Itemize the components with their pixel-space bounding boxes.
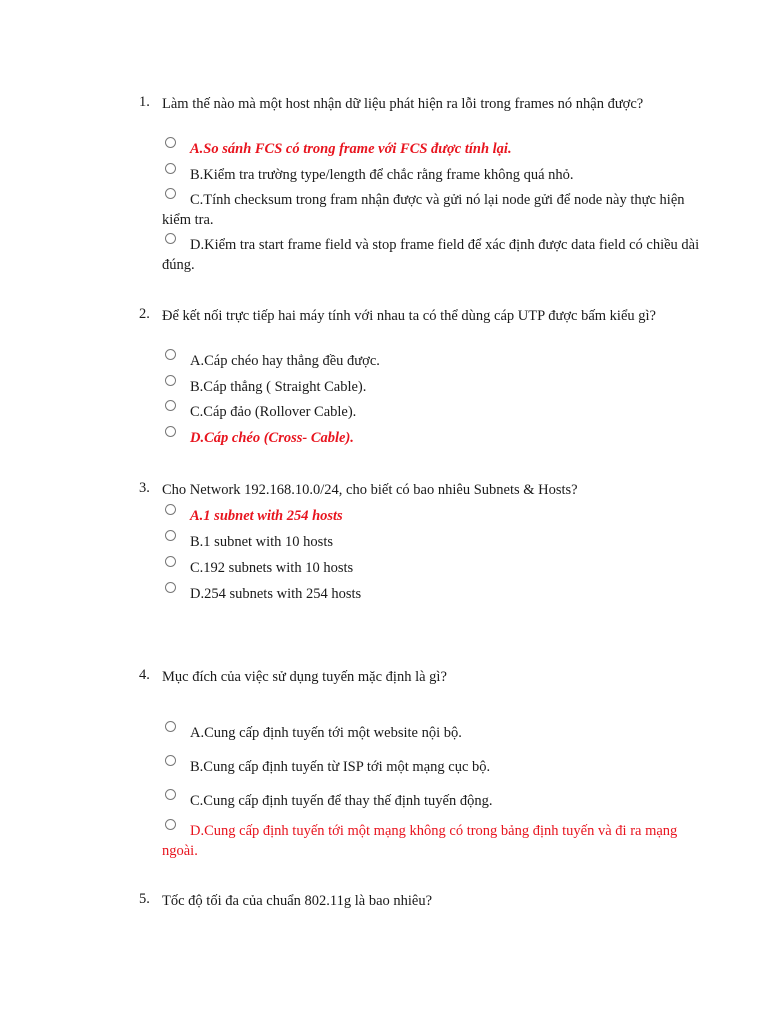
question-3-text: Cho Network 192.168.10.0/24, cho biết có bao nhiêu Subnets & Hosts? <box>162 482 578 498</box>
radio-icon[interactable] <box>165 400 176 411</box>
question-1-option-b[interactable]: B.Kiểm tra trường type/length để chắc rằng frame không quá nhỏ. <box>162 163 702 185</box>
question-4-option-c[interactable]: C.Cung cấp định tuyến để thay thế định tuyến động. <box>162 789 702 811</box>
radio-icon[interactable] <box>165 375 176 386</box>
question-5-number: 5. <box>139 891 150 907</box>
radio-icon[interactable] <box>165 137 176 148</box>
question-1-option-a[interactable]: A.So sánh FCS có trong frame với FCS được tính lại. <box>162 137 702 159</box>
question-1-option-d[interactable]: D.Kiểm tra start frame field và stop frame field để xác định được data field có chiều dài đúng. <box>162 233 702 275</box>
question-3-number: 3. <box>139 480 150 496</box>
question-3-option-b[interactable]: B.1 subnet with 10 hosts <box>162 530 702 552</box>
radio-icon[interactable] <box>165 556 176 567</box>
question-3-option-d[interactable]: D.254 subnets with 254 hosts <box>162 582 702 604</box>
question-4-option-a[interactable]: A.Cung cấp định tuyến tới một website nội bộ. <box>162 721 702 743</box>
radio-icon[interactable] <box>165 426 176 437</box>
question-4-text: Mục đích của việc sử dụng tuyến mặc định là gì? <box>162 669 447 685</box>
question-3-option-c[interactable]: C.192 subnets with 10 hosts <box>162 556 702 578</box>
question-4-option-b[interactable]: B.Cung cấp định tuyến từ ISP tới một mạng cục bộ. <box>162 755 702 777</box>
radio-icon[interactable] <box>165 530 176 541</box>
question-4-option-d[interactable]: D.Cung cấp định tuyến tới một mạng không có trong bảng định tuyến và đi ra mạng ngoài. <box>162 819 702 861</box>
radio-icon[interactable] <box>165 504 176 515</box>
question-3-option-a[interactable]: A.1 subnet with 254 hosts <box>162 504 702 526</box>
question-1-number: 1. <box>139 94 150 110</box>
radio-icon[interactable] <box>165 349 176 360</box>
radio-icon[interactable] <box>165 819 176 830</box>
question-2-option-b[interactable]: B.Cáp thẳng ( Straight Cable). <box>162 375 702 397</box>
radio-icon[interactable] <box>165 188 176 199</box>
radio-icon[interactable] <box>165 163 176 174</box>
question-2-text: Để kết nối trực tiếp hai máy tính với nhau ta có thể dùng cáp UTP được bấm kiểu gì? <box>162 308 656 324</box>
question-1-text: Làm thế nào mà một host nhận dữ liệu phát hiện ra lỗi trong frames nó nhận được? <box>162 96 644 112</box>
question-4-number: 4. <box>139 667 150 683</box>
radio-icon[interactable] <box>165 233 176 244</box>
question-1-option-c[interactable]: C.Tính checksum trong fram nhận được và gửi nó lại node gửi để node này thực hiện kiểm tra. <box>162 188 702 230</box>
radio-icon[interactable] <box>165 755 176 766</box>
radio-icon[interactable] <box>165 582 176 593</box>
question-5-text: Tốc độ tối đa của chuẩn 802.11g là bao nhiêu? <box>162 893 433 909</box>
question-2-option-d[interactable]: D.Cáp chéo (Cross- Cable). <box>162 426 702 448</box>
question-2-option-a[interactable]: A.Cáp chéo hay thẳng đều được. <box>162 349 702 371</box>
question-2-option-c[interactable]: C.Cáp đảo (Rollover Cable). <box>162 400 702 422</box>
question-2-number: 2. <box>139 306 150 322</box>
radio-icon[interactable] <box>165 789 176 800</box>
radio-icon[interactable] <box>165 721 176 732</box>
